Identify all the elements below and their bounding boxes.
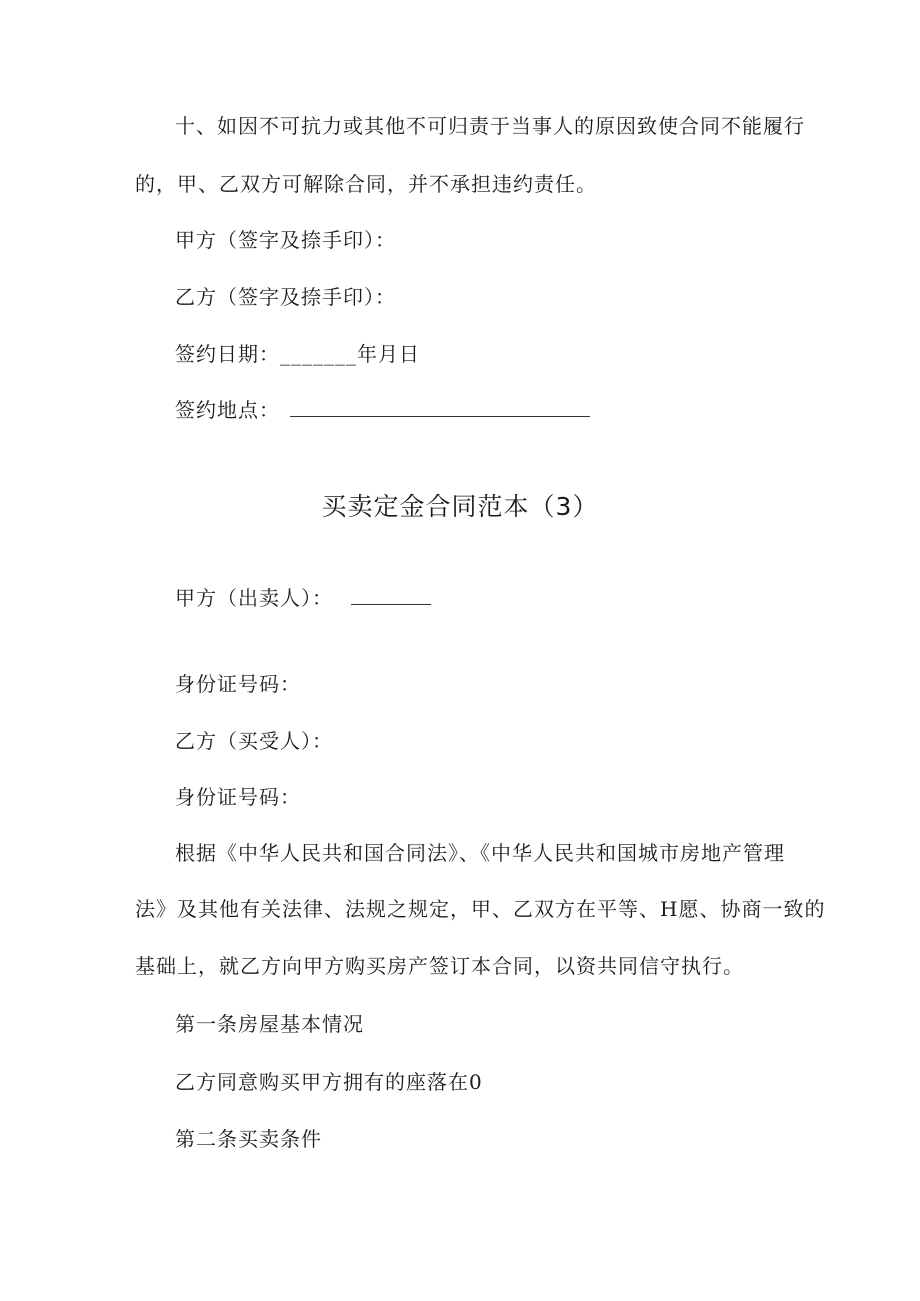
clause-10-line-2: 的，甲、乙双方可解除合同，并不承担违约责任。: [135, 172, 597, 196]
seller-id-label: 身份证号码：: [175, 672, 301, 696]
clause-10-line-1: 十、如因不可抗力或其他不可归责于当事人的原因致使合同不能履行: [175, 114, 805, 138]
party-a-signature-label: 甲方（签字及捺手印）：: [175, 228, 396, 252]
signing-place-label: 签约地点：: [175, 398, 280, 422]
signing-date-label: 签约日期：: [175, 342, 280, 366]
buyer-label: 乙方（买受人）：: [175, 729, 333, 753]
signing-place-row: [175, 396, 590, 424]
preamble-line-3: 基础上，就乙方向甲方购买房产签订本合同，以资共同信守执行。: [135, 954, 744, 978]
article-1-text: 乙方同意购买甲方拥有的座落在0: [175, 1070, 483, 1094]
article-1-heading: 第一条房屋基本情况: [175, 1012, 364, 1036]
buyer-id-label: 身份证号码：: [175, 785, 301, 809]
document-title: 买卖定金合同范本（3）: [321, 492, 599, 521]
article-2-heading: 第二条买卖条件: [175, 1127, 322, 1151]
seller-row: [175, 584, 431, 612]
seller-label: 甲方（出卖人）：: [175, 586, 333, 610]
party-b-signature-label: 乙方（签字及捺手印）：: [175, 285, 396, 309]
signing-date-blank: _______: [280, 342, 357, 366]
seller-name-blank: [351, 584, 431, 605]
signing-date-suffix: 年月日: [357, 342, 420, 366]
preamble-line-2: 法》及其他有关法律、法规之规定，甲、乙双方在平等、H愿、协商一致的: [135, 897, 826, 921]
signing-place-blank: [290, 396, 590, 417]
preamble-line-1: 根据《中华人民共和国合同法》、《中华人民共和国城市房地产管理: [175, 841, 785, 865]
signing-date-row: [175, 340, 420, 368]
